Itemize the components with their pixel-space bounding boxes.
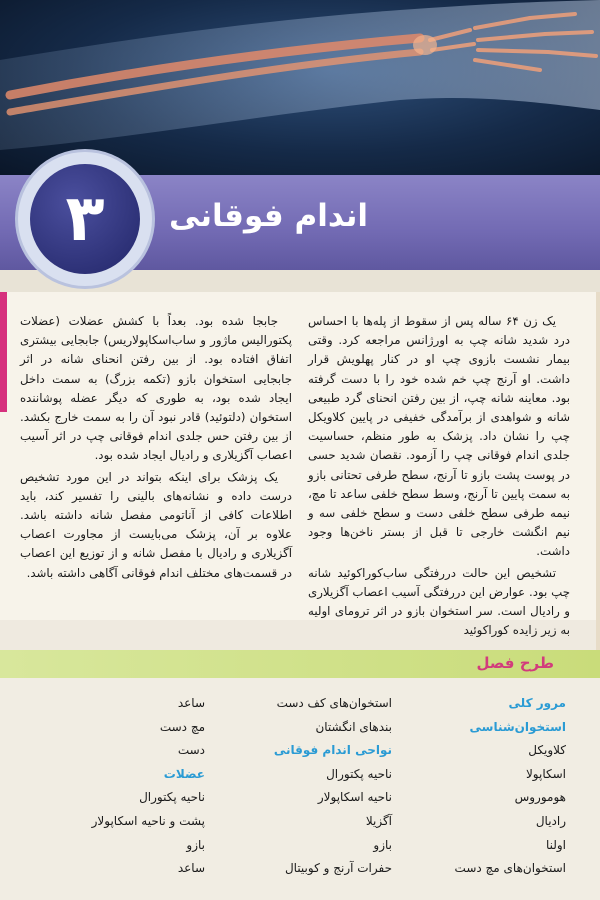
outline-item: ناحیه پکتورال: [326, 766, 392, 781]
case-text-left-column: [20, 312, 292, 585]
outline-heading: استخوان‌شناسی: [469, 719, 566, 734]
outline-item: بندهای انگشتان: [315, 719, 392, 734]
case-paragraph: جابجا شده بود. بعداً با کشش عضلات (عضلات پکتورالیس ماژور و ساب‌اسکاپولاریس) جابجایی بیشتری اتفاق افتاده بود. از بین رفتن انحنای شانه در اثر جابجایی استخوان بازو (تکمه بزرگ) به سمت داخل ایجاد شده بود، به طوری که دیگر عضله پوشاننده استخوان (دلتوئید) قادر نبود آن را به سمت خارج بکشد. از بین رفتن حس جلدی اندام فوقانی چپ در اثر آسیب اعصاب آگزیلاری و رادیال ایجاد شده بود.: [20, 314, 292, 463]
outline-item: ساعد: [177, 861, 205, 876]
chapter-number: ۳: [65, 182, 105, 256]
outline-item: آگزیلا: [365, 813, 392, 828]
outline-item: رادیال: [535, 813, 566, 828]
outline-item: اولنا: [545, 837, 566, 852]
outline-item: کلاویکل: [528, 743, 566, 758]
chapter-title: اندام فوقانی: [169, 198, 368, 234]
outline-item: دست: [177, 743, 205, 758]
case-text-right-column: [308, 312, 570, 642]
outline-item: ناحیه اسکاپولار: [317, 790, 392, 805]
outline-item: ناحیه پکتورال: [139, 790, 205, 805]
outline-item: پشت و ناحیه اسکاپولار: [91, 813, 205, 828]
outline-item: اسکاپولا: [525, 766, 566, 781]
case-paragraph: یک پزشک برای اینکه بتواند در این مورد تشخیص درست داده و نشانه‌های بالینی را تفسیر کند، باید اطلاعات کافی از آناتومی مفصل شانه داشته باشد. علاوه بر آن، پزشک می‌بایست از مجاورت اعصاب آگزیلاری و رادیال با مفصل شانه و از توزیع این اعصاب در قسمت‌های مختلف اندام فوقانی آگاهی داشته باشد.: [20, 469, 292, 580]
outline-item: بازو: [373, 837, 392, 852]
outline-item: هوموروس: [514, 790, 566, 805]
outline-item: استخوان‌های مچ دست: [454, 861, 566, 876]
outline-item: ساعد: [177, 696, 205, 710]
section-accent-bar: [0, 292, 7, 412]
outline-column-3: [35, 692, 205, 881]
header-xray-image: [0, 0, 600, 175]
case-paragraph: یک زن ۶۴ ساله پس از سقوط از پله‌ها با احساس درد شدید شانه چپ به اورژانس مراجعه کرد. وقتی بیمار نشست بازوی چپ او در کنار پهلویش قرار داشت. او آرنج چپ خم شده خود را با دست گرفته بود. معاینه شانه چپ، از بین رفتن انحنای گرد طبیعی شانه و شواهدی از برآمدگی خفیفی در پایین کلاویکل چپ را نشان داد. پزشک به طور منظم، حساسیت جلدی اندام فوقانی چپ را آزمود. نقصان شدید حسی در پوست پشت بازو تا آرنج، سطح طرفی تحتانی بازو به سمت پایین تا آرنج، وسط سطح خلفی ساعد تا مچ، نیمه طرفی سطح خلفی دست و سطح خلفی سه و نیم انگشت خارجی تا قبل از بستر ناخن‌ها وجود داشت.: [308, 314, 570, 559]
outline-heading: نواحی اندام فوقانی: [273, 743, 392, 758]
outline-item: مچ دست: [159, 719, 205, 734]
chapter-outline-title: طرح فصل: [476, 654, 554, 672]
outline-heading: عضلات: [163, 766, 205, 781]
outline-item: بازو: [186, 837, 205, 852]
outline-heading: مرور کلی: [508, 696, 566, 710]
outline-column-1: [416, 692, 566, 881]
outline-column-2: [232, 692, 392, 881]
arm-xray-illustration: [0, 0, 600, 175]
case-paragraph: تشخیص این حالت دررفتگی ساب‌کوراکوئید شانه چپ بود. عوارض این دررفتگی آسیب اعصاب آگزیلاری و رادیال است. سر استخوان بازو در اثر ترومای اولیه به زیر زایده کوراکوئید: [308, 565, 570, 638]
chapter-number-badge: [30, 164, 140, 274]
outline-item: حفرات آرنج و کوبیتال: [284, 861, 392, 876]
outline-item: استخوان‌های کف دست: [276, 696, 392, 710]
